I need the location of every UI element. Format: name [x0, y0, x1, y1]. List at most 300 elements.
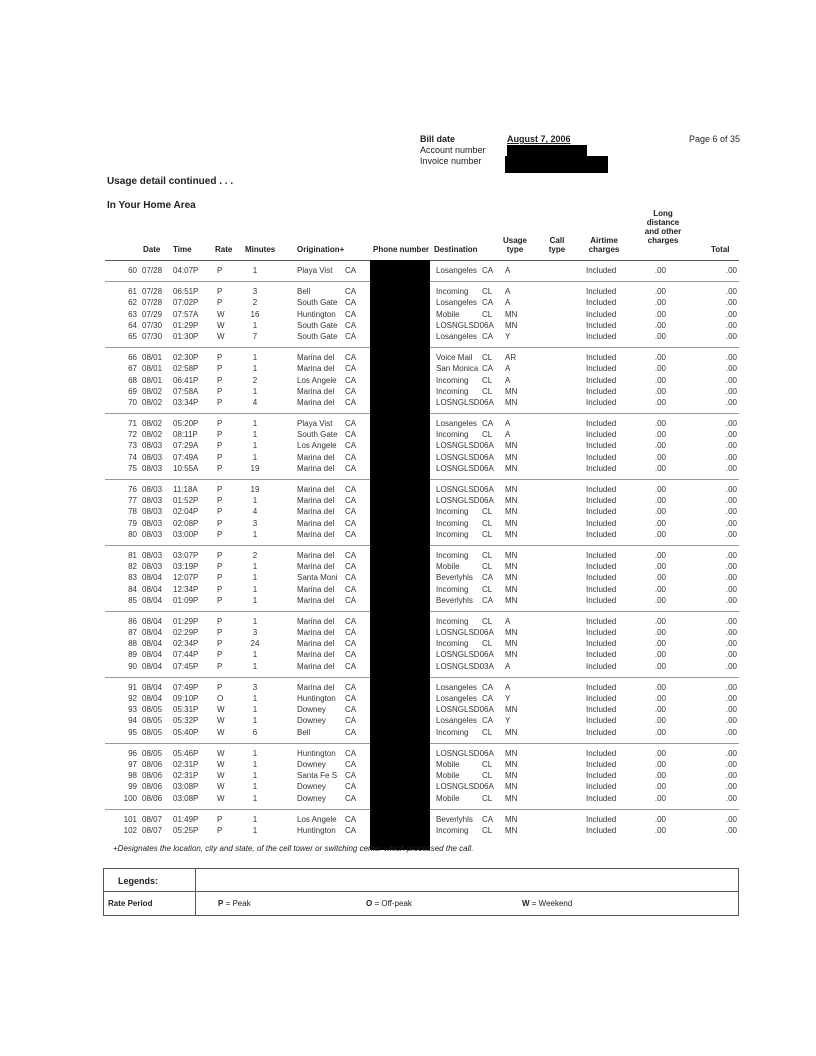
total-cell: .00 — [725, 375, 737, 385]
destination-state-cell: CA — [482, 682, 494, 692]
usage-type-cell: A — [505, 364, 511, 374]
rate-cell: P — [217, 573, 223, 583]
long-distance-charges-cell: .00 — [654, 287, 666, 297]
total-cell: .00 — [725, 584, 737, 594]
total-cell: .00 — [725, 463, 737, 473]
date-cell: 08/05 — [142, 716, 163, 726]
date-cell: 08/03 — [142, 529, 163, 539]
total-cell: .00 — [725, 573, 737, 583]
long-distance-charges-cell: .00 — [654, 452, 666, 462]
total-cell: .00 — [725, 331, 737, 341]
origination-state-cell: CA — [345, 485, 357, 494]
origination-city-cell: Playa Vist — [297, 266, 333, 275]
destination-cell: LOSNGLSD06A — [436, 705, 494, 715]
col-long-distance — [636, 209, 690, 245]
rate-cell: P — [217, 441, 223, 451]
col-call-type-line1: Call — [549, 236, 565, 245]
row-number-cell: 61 — [128, 287, 137, 297]
destination-state-cell: CL — [482, 386, 493, 396]
destination-state-cell: CA — [482, 331, 494, 341]
long-distance-charges-cell: .00 — [654, 825, 666, 835]
minutes-cell: 1 — [252, 320, 258, 330]
usage-type-cell: MN — [505, 518, 518, 528]
total-cell: .00 — [725, 628, 737, 638]
rate-cell: P — [217, 463, 223, 473]
legend-offpeak-text: = Off-peak — [372, 899, 412, 908]
minutes-cell: 1 — [252, 364, 258, 374]
destination-state-cell: CA — [482, 694, 494, 703]
origination-city-cell: Marina del — [297, 397, 335, 407]
date-cell: 08/06 — [142, 759, 163, 769]
destination-state-cell: CL — [482, 507, 493, 517]
total-cell: .00 — [725, 682, 737, 692]
time-cell: 02:30P — [173, 353, 199, 363]
destination-state-cell: CA — [482, 298, 494, 308]
origination-city-cell: Santa Fe S — [297, 771, 338, 781]
total-cell: .00 — [725, 661, 737, 671]
rate-cell: P — [217, 584, 223, 594]
origination-state-cell: CA — [345, 616, 357, 626]
minutes-cell: 1 — [252, 573, 258, 583]
rate-cell: P — [217, 452, 223, 462]
destination-state-cell: CL — [482, 584, 493, 594]
origination-state-cell: CA — [345, 639, 357, 649]
minutes-cell: 1 — [252, 419, 258, 429]
origination-city-cell: Downey — [297, 759, 326, 769]
total-cell: .00 — [725, 550, 737, 560]
origination-state-cell: CA — [345, 496, 357, 506]
destination-cell: Mobile — [436, 309, 460, 319]
rate-cell: P — [217, 661, 223, 671]
date-cell: 07/28 — [142, 298, 163, 308]
airtime-charges-cell: Included — [586, 562, 617, 572]
date-cell: 08/07 — [142, 825, 163, 835]
time-cell: 01:52P — [173, 496, 199, 506]
usage-type-cell: MN — [505, 309, 518, 319]
time-cell: 02:31P — [173, 759, 199, 769]
footnote: +Designates the location, city and state, of the cell tower or switching center which processed the call. — [113, 844, 474, 853]
long-distance-charges-cell: .00 — [654, 309, 666, 319]
col-phone-number: Phone number — [373, 245, 430, 254]
total-cell: .00 — [725, 397, 737, 407]
row-number-cell: 71 — [128, 419, 137, 429]
rate-cell: P — [217, 287, 223, 297]
destination-cell: Beverlyhls — [436, 595, 473, 605]
rate-cell: P — [217, 430, 223, 440]
long-distance-charges-cell: .00 — [654, 682, 666, 692]
destination-cell: Voice Mail — [436, 353, 473, 363]
origination-state-cell: CA — [345, 287, 357, 297]
legend-box — [103, 868, 739, 916]
date-cell: 08/03 — [142, 485, 163, 494]
origination-city-cell: Downey — [297, 716, 326, 726]
redacted-invoice-number — [505, 156, 608, 173]
rate-cell: W — [217, 727, 225, 737]
date-cell: 08/05 — [142, 748, 163, 758]
usage-type-cell: MN — [505, 748, 518, 758]
row-number-cell: 98 — [128, 771, 137, 781]
origination-city-cell: Marina del — [297, 463, 335, 473]
date-cell: 08/02 — [142, 397, 163, 407]
origination-state-cell: CA — [345, 375, 357, 385]
origination-city-cell: Santa Moni — [297, 573, 338, 583]
long-distance-charges-cell: .00 — [654, 298, 666, 308]
origination-state-cell: CA — [345, 397, 357, 407]
airtime-charges-cell: Included — [586, 309, 617, 319]
origination-state-cell: CA — [345, 550, 357, 560]
long-distance-charges-cell: .00 — [654, 562, 666, 572]
origination-city-cell: Huntington — [297, 825, 336, 835]
long-distance-charges-cell: .00 — [654, 331, 666, 341]
minutes-cell: 1 — [252, 748, 258, 758]
origination-state-cell: CA — [345, 584, 357, 594]
origination-city-cell: Marina del — [297, 550, 335, 560]
destination-cell: LOSNGLSD06A — [436, 441, 494, 451]
rate-cell: W — [217, 782, 225, 792]
total-cell: .00 — [725, 364, 737, 374]
col-origination: Origination+ — [297, 245, 345, 254]
airtime-charges-cell: Included — [586, 573, 617, 583]
minutes-cell: 19 — [250, 485, 260, 494]
rate-cell: P — [217, 529, 223, 539]
legend-offpeak-key: O — [366, 899, 373, 908]
origination-city-cell: South Gate — [297, 430, 338, 440]
usage-type-cell: Y — [505, 716, 511, 726]
destination-state-cell: CL — [482, 825, 493, 835]
destination-state-cell: CA — [482, 364, 494, 374]
date-cell: 08/04 — [142, 584, 163, 594]
time-cell: 07:29A — [173, 441, 199, 451]
origination-city-cell: Downey — [297, 782, 326, 792]
total-cell: .00 — [725, 309, 737, 319]
airtime-charges-cell: Included — [586, 782, 617, 792]
origination-city-cell: Marina del — [297, 386, 335, 396]
col-ld-line2: distance — [646, 218, 680, 227]
airtime-charges-cell: Included — [586, 397, 617, 407]
origination-state-cell: CA — [345, 595, 357, 605]
long-distance-charges-cell: .00 — [654, 463, 666, 473]
airtime-charges-cell: Included — [586, 430, 617, 440]
destination-cell: LOSNGLSD06A — [436, 748, 494, 758]
date-cell: 08/02 — [142, 430, 163, 440]
airtime-charges-cell: Included — [586, 628, 617, 638]
destination-cell: Losangeles — [436, 716, 477, 726]
date-cell: 08/04 — [142, 628, 163, 638]
rate-cell: P — [217, 628, 223, 638]
row-number-cell: 63 — [128, 309, 137, 319]
total-cell: .00 — [725, 595, 737, 605]
row-number-cell: 93 — [128, 705, 137, 715]
col-usage-type — [500, 236, 530, 254]
time-cell: 05:31P — [173, 705, 199, 715]
destination-cell: Incoming — [436, 825, 469, 835]
row-number-cell: 60 — [128, 266, 137, 275]
origination-state-cell: CA — [345, 694, 357, 703]
long-distance-charges-cell: .00 — [654, 771, 666, 781]
origination-city-cell: Bell — [297, 287, 311, 297]
long-distance-charges-cell: .00 — [654, 529, 666, 539]
long-distance-charges-cell: .00 — [654, 759, 666, 769]
rate-cell: P — [217, 562, 223, 572]
airtime-charges-cell: Included — [586, 452, 617, 462]
row-number-cell: 97 — [128, 759, 137, 769]
destination-cell: Losangeles — [436, 694, 477, 703]
origination-state-cell: CA — [345, 419, 357, 429]
row-number-cell: 88 — [128, 639, 137, 649]
airtime-charges-cell: Included — [586, 727, 617, 737]
destination-cell: San Monica — [436, 364, 479, 374]
destination-cell: LOSNGLSD06A — [436, 463, 494, 473]
date-cell: 08/02 — [142, 419, 163, 429]
origination-city-cell: Playa Vist — [297, 419, 333, 429]
row-number-cell: 86 — [128, 616, 137, 626]
rate-cell: W — [217, 705, 225, 715]
invoice-number-label: Invoice number — [420, 156, 482, 166]
destination-state-cell: CA — [482, 573, 494, 583]
destination-state-cell: CA — [482, 266, 494, 275]
time-cell: 07:49A — [173, 452, 199, 462]
airtime-charges-cell: Included — [586, 518, 617, 528]
origination-city-cell: Marina del — [297, 562, 335, 572]
origination-city-cell: Marina del — [297, 496, 335, 506]
row-number-cell: 76 — [128, 485, 137, 494]
long-distance-charges-cell: .00 — [654, 584, 666, 594]
airtime-charges-cell: Included — [586, 507, 617, 517]
minutes-cell: 2 — [252, 550, 258, 560]
time-cell: 12:34P — [173, 584, 199, 594]
long-distance-charges-cell: .00 — [654, 661, 666, 671]
time-cell: 02:34P — [173, 639, 199, 649]
airtime-charges-cell: Included — [586, 595, 617, 605]
usage-type-cell: MN — [505, 397, 518, 407]
destination-cell: LOSNGLSD06A — [436, 320, 494, 330]
date-cell: 08/03 — [142, 562, 163, 572]
date-cell: 08/06 — [142, 793, 163, 803]
row-number-cell: 90 — [128, 661, 137, 671]
destination-cell: LOSNGLSD06A — [436, 496, 494, 506]
airtime-charges-cell: Included — [586, 463, 617, 473]
minutes-cell: 1 — [252, 386, 258, 396]
minutes-cell: 1 — [252, 694, 258, 703]
date-cell: 07/30 — [142, 331, 163, 341]
destination-cell: Mobile — [436, 562, 460, 572]
row-number-cell: 72 — [128, 430, 137, 440]
total-cell: .00 — [725, 518, 737, 528]
long-distance-charges-cell: .00 — [654, 496, 666, 506]
row-number-cell: 80 — [128, 529, 137, 539]
minutes-cell: 1 — [252, 616, 258, 626]
destination-state-cell: CL — [482, 287, 493, 297]
rate-cell: P — [217, 375, 223, 385]
origination-state-cell: CA — [345, 331, 357, 341]
date-cell: 07/28 — [142, 287, 163, 297]
time-cell: 03:07P — [173, 550, 199, 560]
minutes-cell: 1 — [252, 584, 258, 594]
row-number-cell: 99 — [128, 782, 137, 792]
col-date: Date — [143, 245, 161, 254]
row-number-cell: 74 — [128, 452, 137, 462]
total-cell: .00 — [725, 616, 737, 626]
minutes-cell: 4 — [252, 507, 258, 517]
usage-type-cell: MN — [505, 628, 518, 638]
row-number-cell: 84 — [128, 584, 137, 594]
airtime-charges-cell: Included — [586, 320, 617, 330]
date-cell: 08/05 — [142, 705, 163, 715]
minutes-cell: 4 — [252, 397, 258, 407]
origination-city-cell: Huntington — [297, 694, 336, 703]
rate-cell: W — [217, 309, 225, 319]
usage-type-cell: AR — [505, 353, 517, 363]
rate-cell: P — [217, 353, 223, 363]
airtime-charges-cell: Included — [586, 419, 617, 429]
origination-city-cell: Bell — [297, 727, 311, 737]
usage-type-cell: MN — [505, 441, 518, 451]
row-number-cell: 65 — [128, 331, 137, 341]
total-cell: .00 — [725, 650, 737, 660]
long-distance-charges-cell: .00 — [654, 650, 666, 660]
rate-cell: W — [217, 320, 225, 330]
col-ld-line3: and other — [644, 227, 682, 236]
airtime-charges-cell: Included — [586, 814, 617, 824]
legend-offpeak — [366, 899, 412, 908]
minutes-cell: 1 — [252, 793, 258, 803]
row-number-cell: 67 — [128, 364, 137, 374]
usage-type-cell: Y — [505, 331, 511, 341]
destination-state-cell: CL — [482, 375, 493, 385]
minutes-cell: 1 — [252, 759, 258, 769]
usage-type-cell: MN — [505, 320, 518, 330]
airtime-charges-cell: Included — [586, 386, 617, 396]
origination-city-cell: Marina del — [297, 682, 335, 692]
row-number-cell: 85 — [128, 595, 137, 605]
origination-state-cell: CA — [345, 529, 357, 539]
long-distance-charges-cell: .00 — [654, 550, 666, 560]
minutes-cell: 7 — [252, 331, 258, 341]
origination-city-cell: Marina del — [297, 452, 335, 462]
long-distance-charges-cell: .00 — [654, 639, 666, 649]
rate-cell: P — [217, 682, 223, 692]
time-cell: 05:40P — [173, 727, 199, 737]
destination-state-cell: CL — [482, 430, 493, 440]
long-distance-charges-cell: .00 — [654, 793, 666, 803]
row-number-cell: 68 — [128, 375, 137, 385]
long-distance-charges-cell: .00 — [654, 375, 666, 385]
date-cell: 08/06 — [142, 771, 163, 781]
time-cell: 07:45P — [173, 661, 199, 671]
rate-cell: P — [217, 825, 223, 835]
row-number-cell: 94 — [128, 716, 137, 726]
origination-city-cell: Marina del — [297, 518, 335, 528]
total-cell: .00 — [725, 353, 737, 363]
airtime-charges-cell: Included — [586, 364, 617, 374]
origination-city-cell: South Gate — [297, 298, 338, 308]
airtime-charges-cell: Included — [586, 353, 617, 363]
row-number-cell: 62 — [128, 298, 137, 308]
row-number-cell: 75 — [128, 463, 137, 473]
total-cell: .00 — [725, 430, 737, 440]
origination-state-cell: CA — [345, 386, 357, 396]
destination-state-cell: CA — [482, 595, 494, 605]
row-number-cell: 82 — [128, 562, 137, 572]
date-cell: 08/06 — [142, 782, 163, 792]
total-cell: .00 — [725, 496, 737, 506]
rate-period-label: Rate Period — [108, 899, 153, 908]
rate-cell: W — [217, 716, 225, 726]
date-cell: 08/04 — [142, 616, 163, 626]
long-distance-charges-cell: .00 — [654, 430, 666, 440]
destination-cell: Incoming — [436, 430, 469, 440]
origination-city-cell: South Gate — [297, 331, 338, 341]
destination-cell: Beverlyhls — [436, 573, 473, 583]
date-cell: 07/28 — [142, 266, 163, 275]
rate-cell: P — [217, 518, 223, 528]
airtime-charges-cell: Included — [586, 771, 617, 781]
origination-state-cell: CA — [345, 320, 357, 330]
date-cell: 08/05 — [142, 727, 163, 737]
destination-state-cell: CL — [482, 309, 493, 319]
origination-state-cell: CA — [345, 814, 357, 824]
airtime-charges-cell: Included — [586, 287, 617, 297]
destination-state-cell: CA — [482, 419, 494, 429]
minutes-cell: 1 — [252, 650, 258, 660]
col-total: Total — [711, 245, 730, 254]
date-cell: 08/04 — [142, 573, 163, 583]
destination-cell: Incoming — [436, 287, 469, 297]
total-cell: .00 — [725, 639, 737, 649]
minutes-cell: 2 — [252, 298, 258, 308]
destination-cell: Incoming — [436, 727, 469, 737]
destination-state-cell: CA — [482, 814, 494, 824]
time-cell: 07:49P — [173, 682, 199, 692]
col-rate: Rate — [215, 245, 233, 254]
time-cell: 01:30P — [173, 331, 199, 341]
destination-cell: Mobile — [436, 771, 460, 781]
date-cell: 08/03 — [142, 441, 163, 451]
origination-state-cell: CA — [345, 562, 357, 572]
minutes-cell: 1 — [252, 529, 258, 539]
total-cell: .00 — [725, 562, 737, 572]
usage-type-cell: A — [505, 682, 511, 692]
usage-type-cell: MN — [505, 485, 518, 494]
origination-city-cell: Marina del — [297, 628, 335, 638]
long-distance-charges-cell: .00 — [654, 364, 666, 374]
airtime-charges-cell: Included — [586, 650, 617, 660]
row-number-cell: 96 — [128, 748, 137, 758]
total-cell: .00 — [725, 793, 737, 803]
origination-city-cell: Marina del — [297, 661, 335, 671]
col-usage-type-line1: Usage — [502, 236, 527, 245]
usage-type-cell: MN — [505, 562, 518, 572]
destination-cell: LOSNGLSD06A — [436, 782, 494, 792]
minutes-cell: 1 — [252, 266, 258, 275]
usage-type-cell: MN — [505, 825, 518, 835]
rate-cell: P — [217, 595, 223, 605]
date-cell: 08/01 — [142, 375, 163, 385]
destination-cell: Incoming — [436, 529, 469, 539]
row-number-cell: 78 — [128, 507, 137, 517]
minutes-cell: 3 — [252, 682, 258, 692]
origination-city-cell: Marina del — [297, 584, 335, 594]
long-distance-charges-cell: .00 — [654, 518, 666, 528]
origination-state-cell: CA — [345, 793, 357, 803]
date-cell: 08/07 — [142, 814, 163, 824]
time-cell: 01:29P — [173, 320, 199, 330]
usage-type-cell: A — [505, 266, 511, 275]
origination-state-cell: CA — [345, 364, 357, 374]
destination-cell: LOSNGLSD06A — [436, 397, 494, 407]
usage-type-cell: MN — [505, 595, 518, 605]
origination-city-cell: South Gate — [297, 320, 338, 330]
